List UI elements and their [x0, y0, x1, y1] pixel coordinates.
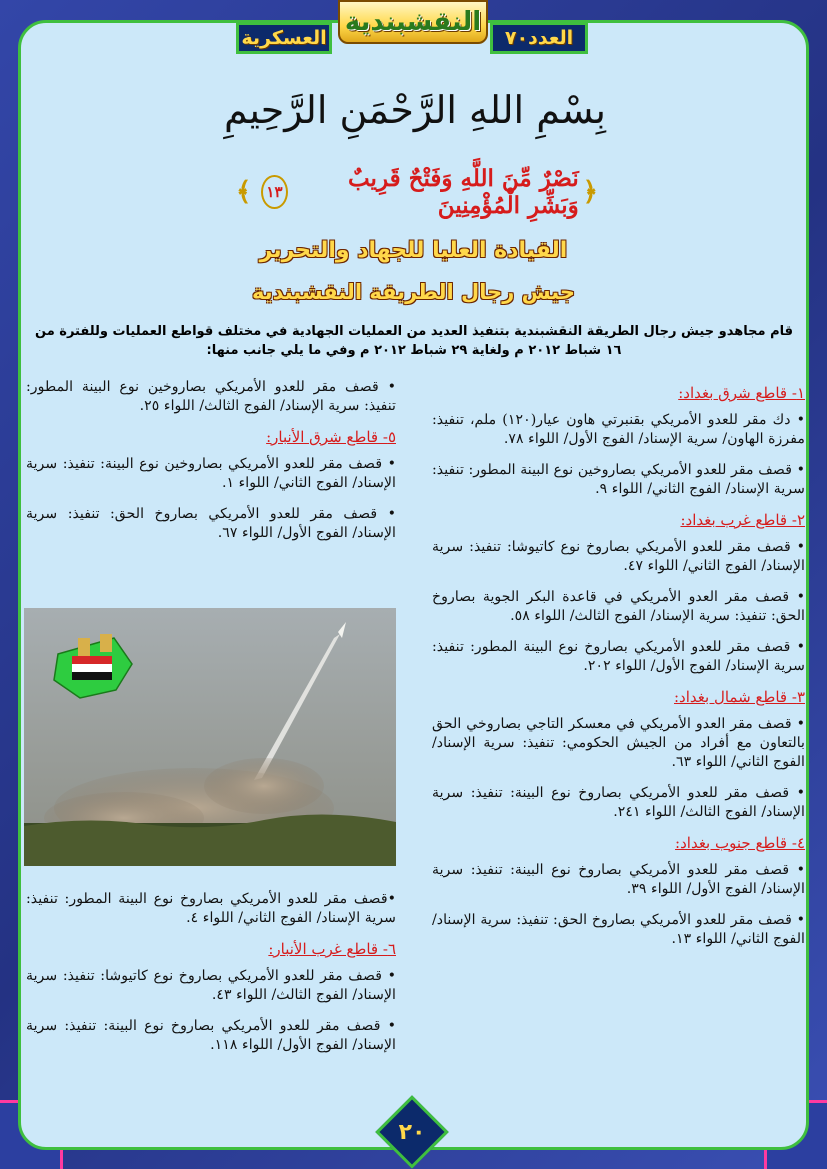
sector-heading: ٤- قاطع جنوب بغداد: [675, 834, 805, 852]
sector-heading: ١- قاطع شرق بغداد: [678, 384, 805, 402]
sector-heading: ٥- قاطع شرق الأنبار: [266, 428, 396, 446]
rocket-launch-photo [24, 608, 396, 866]
operation-item: • قصف مقر للعدو الأمريكي بصاروخ الحق: تنفيذ: سرية الإسناد/ الفوج الثاني/ اللواء ١٣. [432, 912, 805, 947]
operation-item: • قصف مقر للعدو الأمريكي بصاروخين نوع البينة: تنفيذ: سرية الإسناد/ الفوج الثاني/ اللواء ١. [26, 456, 396, 491]
sector-heading: ٣- قاطع شمال بغداد: [674, 688, 805, 706]
verse-text: نَصْرٌ مِّنَ اللَّهِ وَفَتْحٌ قَرِيبٌ وَبَشِّرِ الْمُؤْمِنِينَ [347, 165, 579, 219]
basmala: بِسْمِ اللهِ الرَّحْمَنِ الرَّحِيمِ [224, 88, 606, 132]
operation-item: • قصف مقر للعدو الأمريكي بصاروخ نوع البينة: تنفيذ: سرية الإسناد/ الفوج الثالث/ اللواء ٢٤١. [432, 785, 805, 820]
section-badge [236, 22, 332, 54]
title-army: جيش رجال الطريقة النقشبندية [251, 280, 576, 304]
right-column [432, 378, 805, 961]
operation-item: • قصف مقر للعدو الأمريكي بصاروخ نوع البينة المطور: تنفيذ: سرية الإسناد/ الفوج الأول/ اللواء ٢٠٢. [432, 639, 805, 674]
issue-label: العدد٧٠ [504, 27, 574, 49]
sector-heading: ٢- قاطع غرب بغداد: [680, 511, 805, 529]
operation-item: • قصف مقر العدو الأمريكي في قاعدة البكر الجوية بصاروخ الحق: تنفيذ: سرية الإسناد/ الفوج الثالث/ اللواء ٥٨. [432, 589, 805, 624]
operation-item: • قصف مقر للعدو الأمريكي بصاروخ الحق: تنفيذ: سرية الإسناد/ الفوج الأول/ اللواء ٦٧. [26, 506, 396, 541]
quran-verse [232, 165, 602, 219]
operation-item: • قصف مقر العدو الأمريكي في معسكر التاجي بصاروخي الحق بالتعاون مع أفراد من الجيش الحكومي: تنفيذ: سرية الإسناد/ الفوج الثاني/ اللواء ٦٣. [432, 716, 805, 770]
operation-item: • دك مقر للعدو الأمريكي بقنبرتي هاون عيار(١٢٠) ملم، تنفيذ: مفرزة الهاون/ سرية الإسناد/ الفوج الأول/ اللواء ٧٨. [432, 412, 805, 447]
intro-paragraph: قام مجاهدو جيش رجال الطريقة النقشبندية بتنفيذ العديد من العمليات الجهادية في مختلف قواطع العمليات وللفترة من ١٦ شباط ٢٠١٢ م ولغاية ٢٩ شباط ٢٠١٢ م وفي ما يلي جانب منها: [35, 324, 793, 358]
issue-badge [490, 22, 588, 54]
operation-item: • قصف مقر للعدو الأمريكي بصاروخ نوع البينة: تنفيذ: سرية الإسناد/ الفوج الأول/ اللواء ٣٩. [432, 862, 805, 897]
operation-item: • قصف مقر للعدو الأمريكي بصاروخ نوع البينة: تنفيذ: سرية الإسناد/ الفوج الأول/ اللواء ١١٨. [26, 1018, 396, 1053]
rocket-launch-photo-icon [24, 608, 396, 866]
operation-item: • قصف مقر للعدو الأمريكي بصاروخ نوع كاتيوشا: تنفيذ: سرية الإسناد/ الفوج الثالث/ اللواء ٤٣. [26, 968, 396, 1003]
sector-heading: ٦- قاطع غرب الأنبار: [268, 940, 396, 958]
masthead-logo [338, 0, 488, 44]
operation-item: • قصف مقر للعدو الأمريكي بصاروخين نوع البينة المطور: تنفيذ: سرية الإسناد/ الفوج الثالث/ اللواء ٢٥. [26, 379, 396, 414]
title-command: القيادة العليا للجهاد والتحرير [259, 238, 568, 263]
left-column-bottom [26, 890, 396, 1067]
operation-item: • قصف مقر للعدو الأمريكي بصاروخ نوع كاتيوشا: تنفيذ: سرية الإسناد/ الفوج الثاني/ اللواء ٤٧. [432, 539, 805, 574]
operation-item: •قصف مقر للعدو الأمريكي بصاروخ نوع البينة المطور: تنفيذ: سرية الإسناد/ الفوج الثاني/ اللواء ٤. [26, 891, 396, 926]
left-column-top [26, 378, 396, 555]
ornate-bracket-icon: ﴾ [236, 177, 252, 207]
ornate-bracket-icon: ﴿ [582, 177, 598, 207]
verse-number: ١٣ [261, 175, 288, 209]
operation-item: • قصف مقر للعدو الأمريكي بصاروخين نوع البينة المطور: تنفيذ: سرية الإسناد/ الفوج الثاني/ اللواء ٩. [432, 462, 805, 497]
page-number: ٢٠ [398, 1119, 426, 1145]
masthead-title: النقشبندية [344, 7, 482, 37]
section-label: العسكرية [241, 27, 327, 49]
